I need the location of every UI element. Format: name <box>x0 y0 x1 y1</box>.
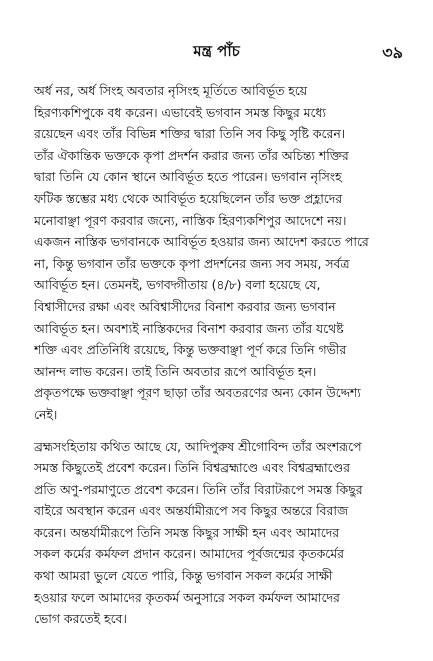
text-line: বাইরে অবস্থান করেন এবং অন্তর্যামীরূপে সব কিছুর অন্তরে বিরাজ <box>34 503 349 519</box>
text-line: আবির্ভূত হন। অবশ্যই নাস্তিকদের বিনাশ করবার জন্য তাঁর যথেষ্ট <box>34 320 344 336</box>
text-line: হওয়ার ফলে আমাদের কৃতকর্ম অনুসারে সকল কর্মফল আমাদের <box>34 589 340 605</box>
text-line: একজন নাস্তিক ভগবানকে আবির্ভূত হওয়ার জন্য আদেশ করতে পারে <box>34 234 369 250</box>
text-line: দ্বারা তিনি যে কোন স্থানে আবির্ভূত হতে পারেন। ভগবান নৃসিংহ <box>34 169 342 185</box>
text-line: না, কিন্তু ভগবান তাঁর ভক্তকে কৃপা প্রদর্শনের জন্য সব সময়, সর্বত্র <box>34 255 350 271</box>
text-line: ভোগ করতেই হবে। <box>34 611 127 627</box>
text-line: হিরণ্যকশিপুকে বধ করেন। এভাবেই ভগবান সমস্ত কিছুর মধ্যে <box>34 104 326 120</box>
text-line: কথা আমরা ভুলে যেতে পারি, কিন্তু ভগবান সকল কর্মের সাক্ষী <box>34 568 333 584</box>
body-text <box>34 80 409 630</box>
paragraph-1 <box>34 80 409 426</box>
text-line: প্রতি অণু-পরমাণুতে প্রবেশ করেন। তিনি তাঁর বিরাটরূপে সমস্ত কিছুর <box>34 481 363 497</box>
text-line: প্রকৃতপক্ষে ভক্তবাঞ্ছা পূরণ ছাড়া তাঁর অবতরণের অন্য কোন উদ্দেশ্য <box>34 385 361 401</box>
paragraph-gap <box>34 426 409 436</box>
paragraph-2 <box>34 436 409 630</box>
text-line: করেন। অন্তর্যামীরূপে তিনি সমস্ত কিছুর সাক্ষী হন এবং আমাদের <box>34 524 340 540</box>
page-number: ৩৯ <box>382 43 403 62</box>
text-line: আবির্ভূত হন। তেমনই, ভগবদ্গীতায় (৪/৮) বলা হয়েছে যে, <box>34 277 321 293</box>
text-line: শক্তি এবং প্রতিনিধি রয়েছে, কিন্তু ভক্তবাঞ্ছা পূর্ণ করে তিনি গভীর <box>34 342 347 358</box>
text-line: ব্রহ্মসংহিতায় কথিত আছে যে, আদিপুরুষ শ্রীগোবিন্দ তাঁর অংশরূপে <box>34 438 362 454</box>
text-line: বিশ্বাসীদের রক্ষা এবং অবিশ্বাসীদের বিনাশ করবার জন্য ভগবান <box>34 298 336 314</box>
text-line: সকল কর্মের কর্মফল প্রদান করেন। আমাদের পূর্বজন্মের কৃতকর্মের <box>34 546 344 562</box>
page-header <box>0 40 433 62</box>
running-title: মন্ত্র পাঁচ <box>193 42 240 60</box>
text-line: রয়েছেন এবং তাঁর বিভিন্ন শক্তির দ্বারা তিনি সব কিছু সৃষ্টি করেন। <box>34 126 346 142</box>
text-line: অর্ধ নর, অর্ধ সিংহ অবতার নৃসিংহ মূর্তিতে আবির্ভূত হয়ে <box>34 83 308 98</box>
text-line: আনন্দ লাভ করেন। তাই তিনি অবতার রূপে আবির্ভূত হন। <box>34 363 317 379</box>
text-line: তাঁর ঐকান্তিক ভক্তকে কৃপা প্রদর্শন করার জন্য তাঁর অচিন্ত্য শক্তির <box>34 147 349 163</box>
text-line: সমস্ত কিছুতেই প্রবেশ করেন। তিনি বিশ্বব্রহ্মাণ্ডে এবং বিশ্বব্রহ্মাণ্ডের <box>34 460 350 476</box>
text-line: নেই। <box>34 406 58 422</box>
text-line: মনোবাঞ্ছা পূরণ করবার জন্যে, নাস্তিক হিরণ্যকশিপুর আদেশে নয়। <box>34 212 347 228</box>
text-line: ফটিক স্তম্ভের মধ্য থেকে আবির্ভূত হয়েছিলেন তাঁর ভক্ত প্রহ্লাদের <box>34 190 343 206</box>
